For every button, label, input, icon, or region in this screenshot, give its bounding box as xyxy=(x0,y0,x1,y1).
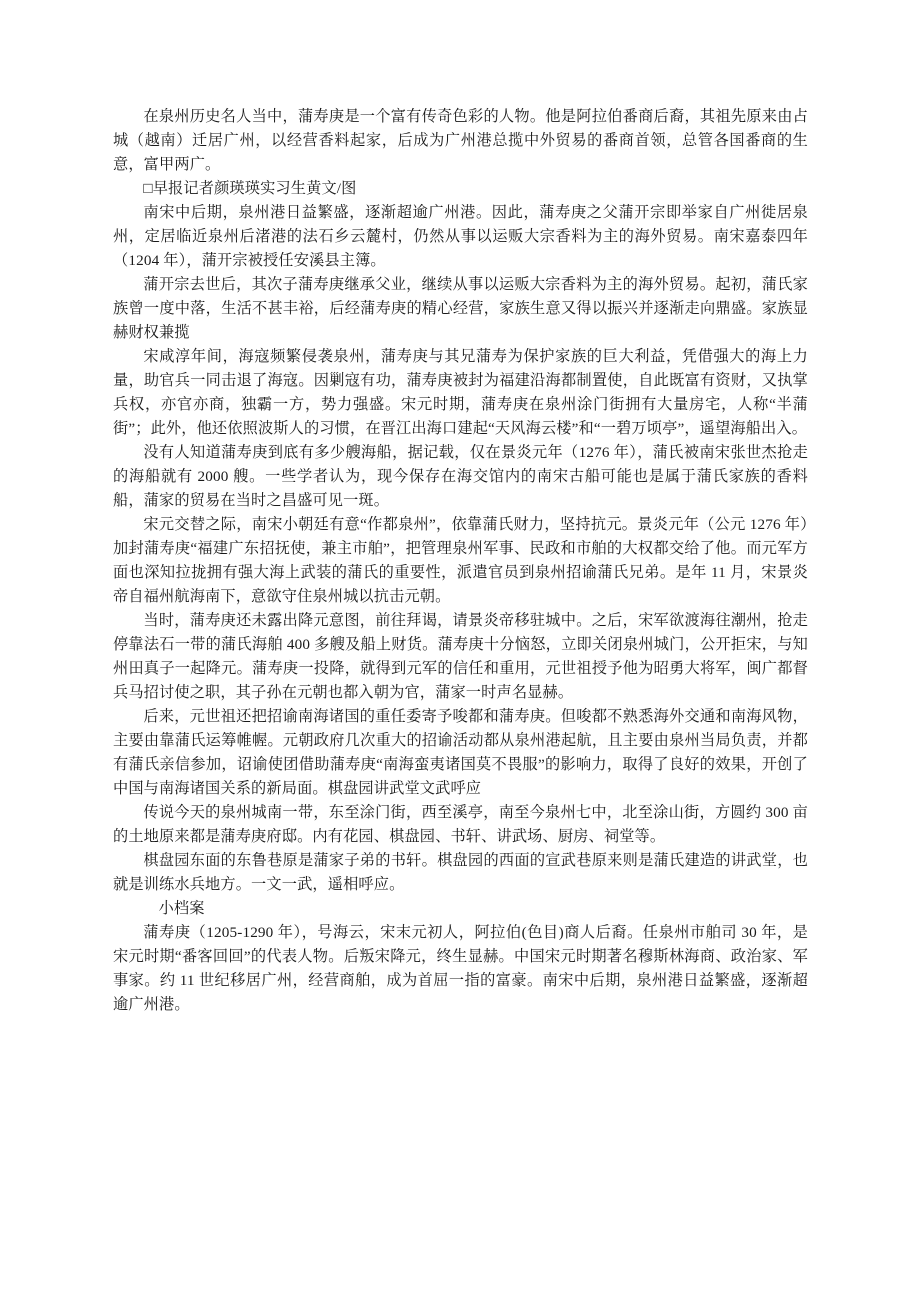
document-text-body xyxy=(113,105,808,1017)
paragraph-ships-count: 没有人知道蒲寿庚到底有多少艘海船，据记载，仅在景炎元年（1276 年），蒲氏被南宋张世杰抢走的海船就有 2000 艘。一些学者认为，现今保存在海交馆内的南宋古船可能也是属于蒲氏家族的香料船，蒲家的贸易在当时之昌盛可见一斑。 xyxy=(113,444,808,509)
paragraph-byline: □早报记者颜瑛瑛实习生黄文/图 xyxy=(143,180,357,197)
paragraph-chessboard-garden: 棋盘园东面的东鲁巷原是蒲家子弟的书轩。棋盘园的西面的宣武巷原来则是蒲氏建造的讲武堂，也就是训练水兵地方。一文一武，遥相呼应。 xyxy=(113,852,808,893)
paragraph-inheritance: 蒲开宗去世后，其次子蒲寿庚继承父业，继续从事以运贩大宗香料为主的海外贸易。起初，蒲氏家族曾一度中落，生活不甚丰裕，后经蒲寿庚的精心经营，家族生意又得以振兴并逐渐走向鼎盛。家族显赫财权兼揽 xyxy=(113,276,808,341)
paragraph-pirates-and-power: 宋咸淳年间，海寇频繁侵袭泉州，蒲寿庚与其兄蒲寿为保护家族的巨大利益，凭借强大的海上力量，助官兵一同击退了海寇。因剿寇有功，蒲寿庚被封为福建沿海都制置使，自此既富有资财，又执掌兵权，亦官亦商，独霸一方，势力强盛。宋元时期，蒲寿庚在泉州涂门街拥有大量房宅，人称“半蒲街”；此外，他还依照波斯人的习惯，在晋江出海口建起“天风海云楼”和“一碧万顷亭”，遥望海船出入。 xyxy=(113,348,808,437)
paragraph-south-sea-missions: 后来，元世祖还把招谕南海诸国的重任委寄予唆都和蒲寿庚。但唆都不熟悉海外交通和南海风物，主要由靠蒲氏运筹帷幄。元朝政府几次重大的招谕活动都从泉州港起航，且主要由泉州当局负责，并都有蒲氏亲信参加，诏谕使团借助蒲寿庚“南海蛮夷诸国莫不畏服”的影响力，取得了良好的效果，开创了中国与南海诸国关系的新局面。棋盘园讲武堂文武呼应 xyxy=(113,708,808,797)
paragraph-mansion-grounds: 传说今天的泉州城南一带，东至涂门街，西至溪亭，南至今泉州七中，北至涂山街，方圆约 300 亩的土地原来都是蒲寿庚府邸。内有花园、棋盘园、书轩、讲武场、厨房、祠堂等。 xyxy=(113,804,808,845)
section-heading-profile: 小档案 xyxy=(158,900,205,917)
paragraph-profile-details: 蒲寿庚（1205-1290 年），号海云，宋末元初人，阿拉伯(色目)商人后裔。任泉州市舶司 30 年，是宋元时期“番客回回”的代表人物。后叛宋降元，终生显赫。中国宋元时期著名穆斯林海商、政治家、军事家。约 11 世纪移居广州，经营商舶，成为首屈一指的富豪。南宋中后期，泉州港日益繁盛，逐渐超逾广州港。 xyxy=(113,924,808,1013)
paragraph-song-yuan-transition: 宋元交替之际，南宋小朝廷有意“作都泉州”，依靠蒲氏财力，坚持抗元。景炎元年（公元 1276 年）加封蒲寿庚“福建广东招抚使，兼主市舶”，把管理泉州军事、民政和市舶的大权都交给了他。而元军方面也深知拉拢拥有强大海上武装的蒲氏的重要性，派遣官员到泉州招谕蒲氏兄弟。是年 11 月，宋景炎帝自福州航海南下，意欲守住泉州城以抗击元朝。 xyxy=(113,516,808,605)
paragraph-southern-song-prosperity: 南宋中后期，泉州港日益繁盛，逐渐超逾广州港。因此，蒲寿庚之父蒲开宗即举家自广州徙居泉州，定居临近泉州后渚港的法石乡云麓村，仍然从事以运贩大宗香料为主的海外贸易。南宋嘉泰四年（1204 年），蒲开宗被授任安溪县主簿。 xyxy=(113,204,808,269)
paragraph-intro: 在泉州历史名人当中，蒲寿庚是一个富有传奇色彩的人物。他是阿拉伯番商后裔，其祖先原来由占城（越南）迁居广州，以经营香料起家，后成为广州港总揽中外贸易的番商首领，总管各国番商的生意，富甲两广。 xyxy=(113,108,808,173)
paragraph-surrender-to-yuan: 当时，蒲寿庚还未露出降元意图，前往拜谒，请景炎帝移驻城中。之后，宋军欲渡海往潮州，抢走停靠法石一带的蒲氏海舶 400 多艘及船上财货。蒲寿庚十分恼怒，立即关闭泉州城门，公开拒宋，与知州田真子一起降元。蒲寿庚一投降，就得到元军的信任和重用，元世祖授予他为昭勇大将军，闽广都督兵马招讨使之职，其子孙在元朝也都入朝为官，蒲家一时声名显赫。 xyxy=(113,612,808,701)
